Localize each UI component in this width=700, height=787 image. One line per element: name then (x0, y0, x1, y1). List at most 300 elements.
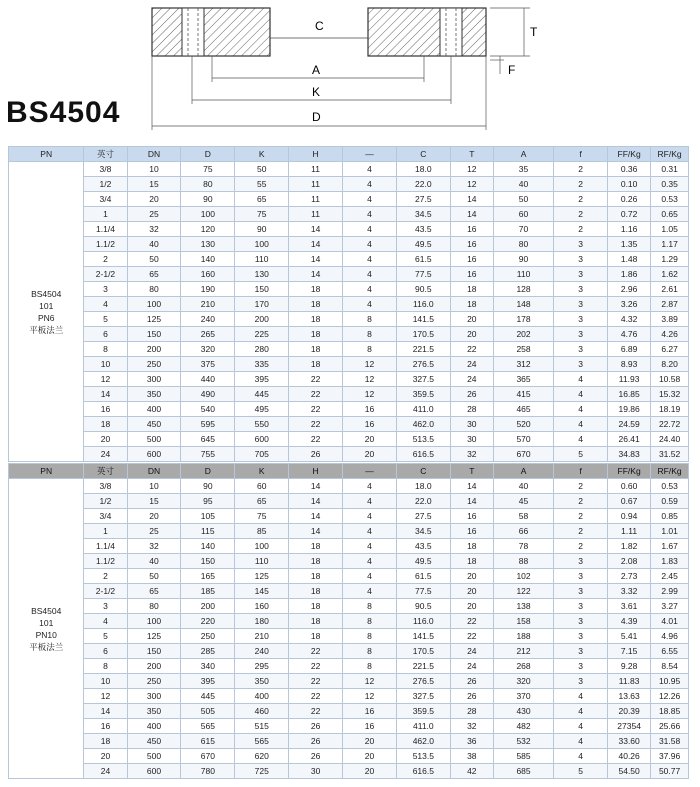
table-cell: 32 (127, 222, 181, 237)
table-cell: 3 (554, 327, 608, 342)
table-cell: 4 (343, 282, 397, 297)
table-cell: 30 (450, 432, 493, 447)
table-cell: 540 (181, 402, 235, 417)
table-cell: 100 (127, 297, 181, 312)
table-row (9, 372, 689, 387)
table-cell: 3 (554, 357, 608, 372)
table-cell: 9.28 (608, 659, 651, 674)
table-cell: 3 (554, 569, 608, 584)
table-cell: 40 (493, 479, 553, 494)
table-cell: 4 (84, 297, 127, 312)
table-cell: 24.40 (651, 432, 689, 447)
table-cell: 20 (127, 192, 181, 207)
table-cell: 16 (450, 252, 493, 267)
table-cell: 14 (450, 207, 493, 222)
pn-label-line: 101 (39, 617, 54, 628)
table-cell: 31.52 (651, 447, 689, 462)
table-cell: 19.86 (608, 402, 651, 417)
table-cell: 312 (493, 357, 553, 372)
table-row (9, 644, 689, 659)
table-cell: 1/2 (84, 177, 127, 192)
table-row (9, 252, 689, 267)
table-cell: 178 (493, 312, 553, 327)
table-cell: 125 (235, 569, 289, 584)
table-cell: 0.35 (651, 177, 689, 192)
table-cell: 90 (181, 479, 235, 494)
table-cell: 14 (289, 252, 343, 267)
column-header: K (235, 464, 289, 479)
table-cell: 285 (181, 644, 235, 659)
table-cell: 440 (181, 372, 235, 387)
table-cell: 8 (343, 312, 397, 327)
table-cell: 37.96 (651, 749, 689, 764)
table-cell: 1 (84, 207, 127, 222)
table-cell: 31.58 (651, 734, 689, 749)
table-cell: 4.39 (608, 614, 651, 629)
table-cell: 4 (84, 614, 127, 629)
table-cell: 16 (450, 509, 493, 524)
pn-label-line: 101 (39, 300, 54, 311)
table-cell: 8 (343, 644, 397, 659)
table-cell: 4 (343, 207, 397, 222)
table-cell: 65 (235, 494, 289, 509)
table-row (9, 674, 689, 689)
table-cell: 532 (493, 734, 553, 749)
table-cell: 75 (235, 207, 289, 222)
table-cell: 22.72 (651, 417, 689, 432)
table-cell: 3.89 (651, 312, 689, 327)
table-cell: 22.0 (396, 494, 450, 509)
table-cell: 415 (493, 387, 553, 402)
table-cell: 26 (450, 674, 493, 689)
table-cell: 24 (450, 644, 493, 659)
table-cell: 150 (181, 554, 235, 569)
table-cell: 12.26 (651, 689, 689, 704)
table-cell: 105 (181, 509, 235, 524)
table-cell: 50 (493, 192, 553, 207)
table-cell: 1.83 (651, 554, 689, 569)
table-cell: 54.50 (608, 764, 651, 779)
table-cell: 1 (84, 524, 127, 539)
table-cell: 3 (554, 312, 608, 327)
table-cell: 18.19 (651, 402, 689, 417)
table-cell: 32 (127, 539, 181, 554)
table-cell: 8.54 (651, 659, 689, 674)
table-cell: 8 (343, 327, 397, 342)
table-cell: 4.32 (608, 312, 651, 327)
table-cell: 3 (554, 342, 608, 357)
table-cell: 11.93 (608, 372, 651, 387)
column-header: 英寸 (84, 147, 127, 162)
table-row (9, 719, 689, 734)
table-cell: 40.26 (608, 749, 651, 764)
table-cell: 8 (343, 614, 397, 629)
column-header: DN (127, 464, 181, 479)
table-cell: 250 (181, 629, 235, 644)
table-cell: 102 (493, 569, 553, 584)
table-cell: 18 (289, 297, 343, 312)
table-cell: 18 (289, 327, 343, 342)
table-row (9, 599, 689, 614)
table-cell: 240 (235, 644, 289, 659)
table-cell: 18 (450, 297, 493, 312)
table-cell: 22 (450, 342, 493, 357)
table-cell: 16.85 (608, 387, 651, 402)
table-cell: 85 (235, 524, 289, 539)
table-row (9, 659, 689, 674)
column-header: PN (9, 147, 84, 162)
table-cell: 513.5 (396, 749, 450, 764)
table-cell: 0.53 (651, 479, 689, 494)
table-cell: 505 (181, 704, 235, 719)
table-cell: 20 (343, 734, 397, 749)
table-cell: 600 (127, 764, 181, 779)
table-cell: 14 (450, 494, 493, 509)
table-cell: 11 (289, 207, 343, 222)
table-cell: 200 (127, 342, 181, 357)
table-cell: 80 (127, 599, 181, 614)
table-cell: 3 (554, 554, 608, 569)
table-cell: 26 (289, 719, 343, 734)
table-cell: 35 (493, 162, 553, 177)
table-cell: 40 (127, 237, 181, 252)
table-cell: 4 (343, 162, 397, 177)
table-row (9, 509, 689, 524)
table-cell: 12 (84, 689, 127, 704)
table-cell: 4 (554, 749, 608, 764)
table-cell: 26.41 (608, 432, 651, 447)
pn-label-line: PN10 (35, 629, 57, 640)
table-cell: 8 (84, 342, 127, 357)
table-cell: 78 (493, 539, 553, 554)
table-row (9, 162, 689, 177)
table-cell: 110 (493, 267, 553, 282)
table-cell: 38 (450, 749, 493, 764)
table-cell: 141.5 (396, 629, 450, 644)
table-cell: 2 (554, 207, 608, 222)
table-cell: 12 (343, 689, 397, 704)
table-cell: 755 (181, 447, 235, 462)
table-cell: 65 (235, 192, 289, 207)
table-cell: 22 (289, 704, 343, 719)
table-cell: 350 (235, 674, 289, 689)
table-cell: 4 (554, 417, 608, 432)
table-cell: 8.93 (608, 357, 651, 372)
table-cell: 595 (181, 417, 235, 432)
table-cell: 3.26 (608, 297, 651, 312)
table-cell: 3 (554, 237, 608, 252)
table-cell: 2 (554, 162, 608, 177)
table-cell: 2 (554, 524, 608, 539)
column-header: A (493, 147, 553, 162)
table-cell: 150 (127, 644, 181, 659)
table-cell: 6.89 (608, 342, 651, 357)
table-cell: 0.31 (651, 162, 689, 177)
table-cell: 34.5 (396, 524, 450, 539)
table-row (9, 614, 689, 629)
table-cell: 600 (127, 447, 181, 462)
table-cell: 165 (181, 569, 235, 584)
table-cell: 300 (127, 689, 181, 704)
table-row (9, 177, 689, 192)
table-cell: 75 (235, 509, 289, 524)
table-row (9, 417, 689, 432)
table-cell: 4 (554, 704, 608, 719)
table-cell: 359.5 (396, 387, 450, 402)
table-cell: 450 (127, 417, 181, 432)
table-cell: 100 (235, 539, 289, 554)
table-cell: 4 (554, 734, 608, 749)
table-cell: 276.5 (396, 357, 450, 372)
pn-label-line: BS4504 (31, 288, 62, 299)
table-cell: 70 (493, 222, 553, 237)
table-cell: 90 (181, 192, 235, 207)
column-header: DN (127, 147, 181, 162)
table-cell: 24 (450, 357, 493, 372)
table-cell: 210 (181, 297, 235, 312)
table-cell: 18.0 (396, 479, 450, 494)
table-cell: 202 (493, 327, 553, 342)
table-row (9, 297, 689, 312)
table-cell: 340 (181, 659, 235, 674)
table-cell: 4 (343, 252, 397, 267)
table-cell: 18.85 (651, 704, 689, 719)
table-cell: 16 (450, 524, 493, 539)
table-cell: 4 (554, 402, 608, 417)
table-cell: 18 (450, 539, 493, 554)
column-header: D (181, 147, 235, 162)
table-cell: 685 (493, 764, 553, 779)
table-cell: 26 (450, 387, 493, 402)
table-cell: 365 (493, 372, 553, 387)
table-cell: 705 (235, 447, 289, 462)
table-cell: 615 (181, 734, 235, 749)
table-cell: 40 (493, 177, 553, 192)
table-cell: 90.5 (396, 282, 450, 297)
table-cell: 482 (493, 719, 553, 734)
table-cell: 141.5 (396, 312, 450, 327)
table-cell: 42 (450, 764, 493, 779)
table-cell: 22 (289, 644, 343, 659)
column-header: K (235, 147, 289, 162)
table-cell: 12 (450, 162, 493, 177)
table-cell: 10 (127, 479, 181, 494)
table-cell: 3.32 (608, 584, 651, 599)
table-cell: 320 (181, 342, 235, 357)
column-header: FF/Kg (608, 147, 651, 162)
table-row (9, 479, 689, 494)
table-cell: 12 (343, 674, 397, 689)
table-cell: 50 (127, 252, 181, 267)
table-cell: 600 (235, 432, 289, 447)
table-cell: 3 (554, 599, 608, 614)
column-header: H (289, 147, 343, 162)
table-cell: 2.87 (651, 297, 689, 312)
column-header: f (554, 464, 608, 479)
table-cell: 225 (235, 327, 289, 342)
table-cell: 616.5 (396, 447, 450, 462)
table-cell: 75 (181, 162, 235, 177)
table-cell: 3 (554, 614, 608, 629)
table-cell: 6.27 (651, 342, 689, 357)
table-cell: 65 (127, 267, 181, 282)
table-cell: 0.36 (608, 162, 651, 177)
table-cell: 11 (289, 177, 343, 192)
table-cell: 20 (127, 509, 181, 524)
table-cell: 140 (181, 539, 235, 554)
table-cell: 6.55 (651, 644, 689, 659)
label-k: K (312, 85, 321, 99)
table-cell: 350 (127, 704, 181, 719)
table-cell: 100 (235, 237, 289, 252)
table-cell: 3 (554, 644, 608, 659)
table-cell: 27.5 (396, 509, 450, 524)
table-cell: 780 (181, 764, 235, 779)
table-cell: 370 (493, 689, 553, 704)
table-cell: 3.61 (608, 599, 651, 614)
table-cell: 180 (235, 614, 289, 629)
table-cell: 160 (235, 599, 289, 614)
table-cell: 2 (554, 494, 608, 509)
table-cell: 400 (235, 689, 289, 704)
table-cell: 45 (493, 494, 553, 509)
table-cell: 495 (235, 402, 289, 417)
table-cell: 22 (450, 614, 493, 629)
table-cell: 200 (181, 599, 235, 614)
column-header: D (181, 464, 235, 479)
table-cell: 5 (554, 764, 608, 779)
table-cell: 2.61 (651, 282, 689, 297)
column-header: — (343, 147, 397, 162)
table-cell: 4 (343, 539, 397, 554)
table-cell: 18 (450, 554, 493, 569)
table-cell: 375 (181, 357, 235, 372)
table-cell: 2 (84, 252, 127, 267)
table-cell: 16 (450, 237, 493, 252)
table-cell: 60 (493, 207, 553, 222)
table-cell: 1.1/2 (84, 237, 127, 252)
table-cell: 460 (235, 704, 289, 719)
table-cell: 110 (235, 554, 289, 569)
table-cell: 4 (343, 222, 397, 237)
table-cell: 28 (450, 704, 493, 719)
table-row (9, 554, 689, 569)
table-cell: 3 (554, 674, 608, 689)
table-cell: 25.66 (651, 719, 689, 734)
table-cell: 65 (127, 584, 181, 599)
table-cell: 490 (181, 387, 235, 402)
column-header: — (343, 464, 397, 479)
table-cell: 18 (289, 539, 343, 554)
table-cell: 565 (181, 719, 235, 734)
table-cell: 210 (235, 629, 289, 644)
table-cell: 1.67 (651, 539, 689, 554)
column-header: T (450, 147, 493, 162)
table-cell: 620 (235, 749, 289, 764)
table-cell: 22 (289, 372, 343, 387)
table-cell: 77.5 (396, 584, 450, 599)
table-cell: 15 (127, 177, 181, 192)
table-cell: 61.5 (396, 569, 450, 584)
table-cell: 2 (84, 569, 127, 584)
table-cell: 34.83 (608, 447, 651, 462)
table-cell: 2 (554, 222, 608, 237)
table-cell: 1/2 (84, 494, 127, 509)
column-header: A (493, 464, 553, 479)
table-cell: 18 (84, 417, 127, 432)
table-cell: 24 (84, 447, 127, 462)
table-cell: 400 (127, 719, 181, 734)
table-cell: 90 (493, 252, 553, 267)
table-cell: 12 (343, 357, 397, 372)
table-cell: 1.1/2 (84, 554, 127, 569)
pn-group-label (9, 162, 84, 462)
table-cell: 327.5 (396, 689, 450, 704)
pn-group-label (9, 479, 84, 779)
table-cell: 200 (127, 659, 181, 674)
table-cell: 3 (554, 659, 608, 674)
table-row (9, 312, 689, 327)
table-cell: 3/8 (84, 479, 127, 494)
table-cell: 4 (343, 494, 397, 509)
column-header: PN (9, 464, 84, 479)
table-cell: 18 (289, 569, 343, 584)
table-cell: 500 (127, 749, 181, 764)
table-cell: 3 (554, 584, 608, 599)
table-cell: 221.5 (396, 342, 450, 357)
table-cell: 20 (84, 749, 127, 764)
table-cell: 36 (450, 734, 493, 749)
table-cell: 122 (493, 584, 553, 599)
table-cell: 0.10 (608, 177, 651, 192)
table-cell: 12 (343, 372, 397, 387)
spec-table-pn10 (8, 463, 689, 779)
table-cell: 2 (554, 509, 608, 524)
label-a: A (312, 63, 321, 77)
table-cell: 350 (127, 387, 181, 402)
table-cell: 616.5 (396, 764, 450, 779)
table-cell: 66 (493, 524, 553, 539)
table-cell: 1.82 (608, 539, 651, 554)
table-cell: 49.5 (396, 237, 450, 252)
column-header: f (554, 147, 608, 162)
column-header: FF/Kg (608, 464, 651, 479)
table-cell: 3 (554, 297, 608, 312)
table-cell: 276.5 (396, 674, 450, 689)
table-cell: 8 (343, 342, 397, 357)
table-cell: 25 (127, 524, 181, 539)
table-cell: 90 (235, 222, 289, 237)
table-cell: 11 (289, 162, 343, 177)
table-cell: 24 (84, 764, 127, 779)
table-cell: 80 (493, 237, 553, 252)
table-cell: 3/4 (84, 509, 127, 524)
table-cell: 43.5 (396, 222, 450, 237)
table-cell: 18 (289, 584, 343, 599)
table-cell: 22 (289, 674, 343, 689)
table-cell: 445 (181, 689, 235, 704)
table-cell: 18 (289, 282, 343, 297)
table-cell: 411.0 (396, 402, 450, 417)
table-cell: 4 (343, 509, 397, 524)
table-cell: 550 (235, 417, 289, 432)
table-cell: 77.5 (396, 267, 450, 282)
table-row (9, 207, 689, 222)
table-cell: 1.11 (608, 524, 651, 539)
table-cell: 26 (289, 749, 343, 764)
table-cell: 14 (84, 387, 127, 402)
table-cell: 221.5 (396, 659, 450, 674)
